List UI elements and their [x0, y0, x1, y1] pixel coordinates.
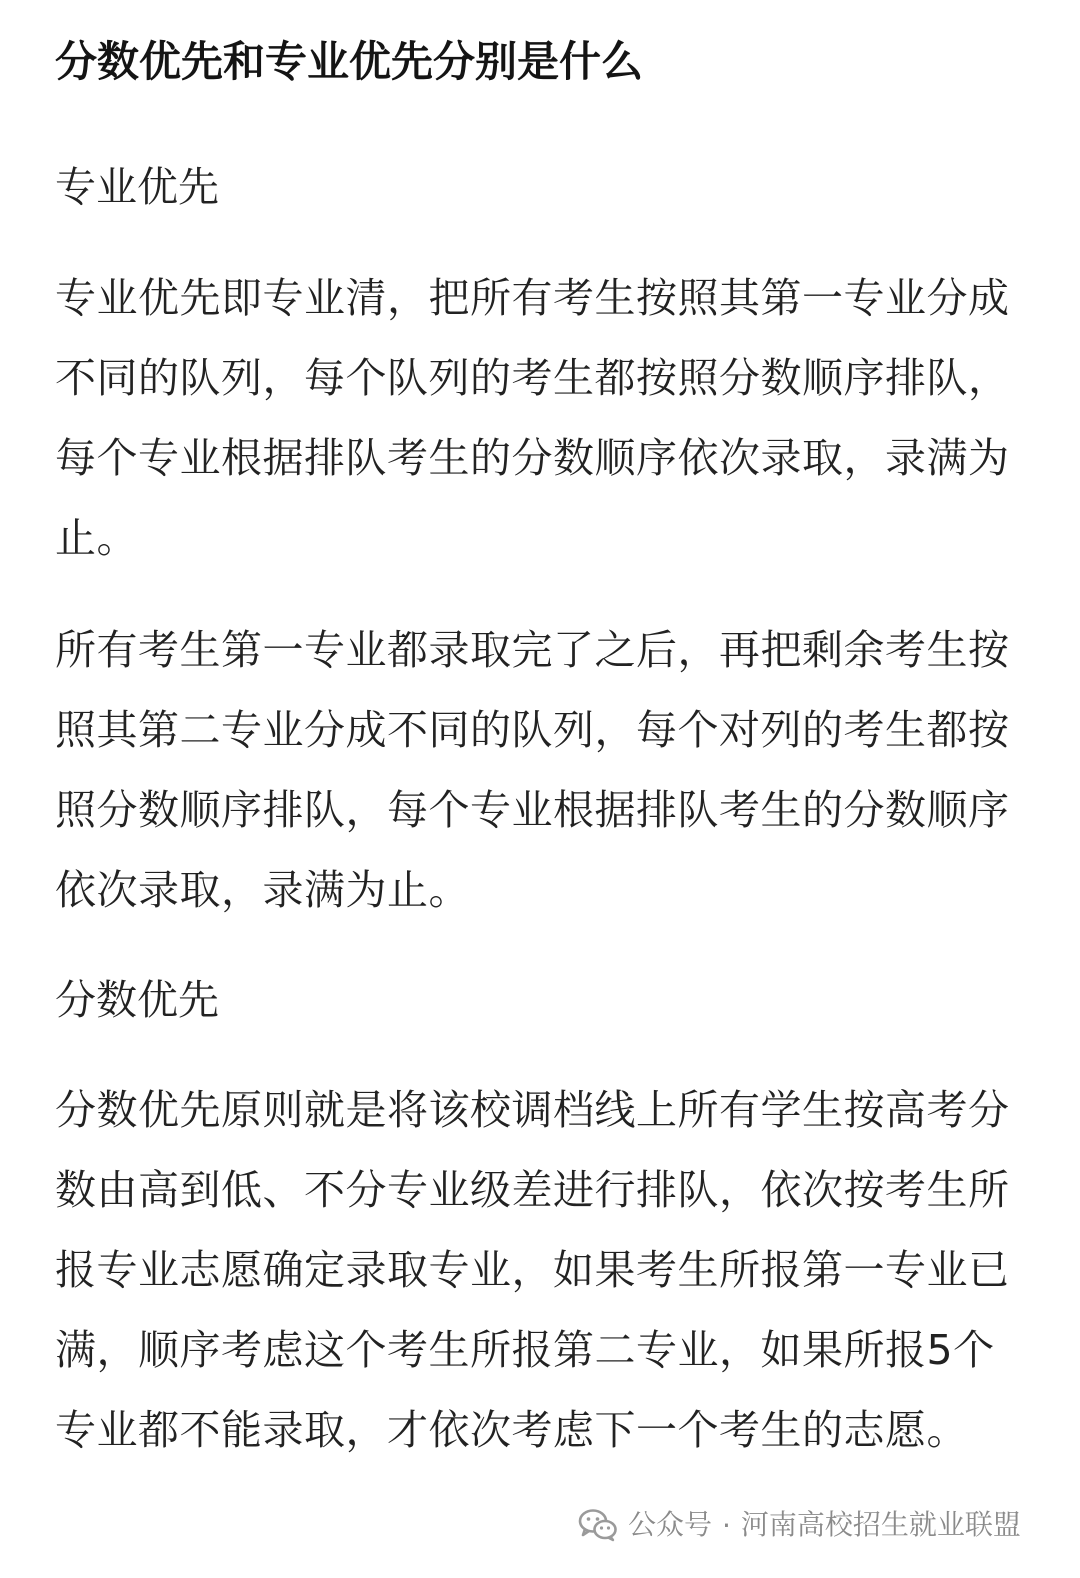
section-heading-major-priority: 专业优先 — [55, 163, 219, 211]
watermark-account-name: 河南高校招生就业联盟 — [740, 1508, 1021, 1541]
section-heading-score-priority: 分数优先 — [55, 976, 219, 1024]
paragraph-major-priority-2: 所有考生第一专业都录取完了之后，再把剩余考生按照其第二专业分成不同的队列，每个对列的考生都按照分数顺序排队，每个专业根据排队考生的分数顺序依次录取，录满为止。 — [55, 626, 1010, 914]
paragraph-major-priority-1: 专业优先即专业清，把所有考生按照其第一专业分成不同的队列，每个队列的考生都按照分数顺序排队，每个专业根据排队考生的分数顺序依次录取，录满为止。 — [55, 274, 1010, 562]
article-title: 分数优先和专业优先分别是什么 — [55, 37, 644, 86]
paragraph-score-priority-1: 分数优先原则就是将该校调档线上所有学生按高考分数由高到低、不分专业级差进行排队，依次按考生所报专业志愿确定录取专业，如果考生所报第一专业已满，顺序考虑这个考生所报第二专业，如果所报5个专业都不能录取，才依次考虑下一个考生的志愿。 — [55, 1086, 1010, 1454]
watermark-separator: · — [722, 1508, 731, 1542]
watermark-prefix: 公众号 — [628, 1508, 713, 1541]
watermark — [578, 1502, 1021, 1548]
wechat-icon — [578, 1508, 618, 1542]
